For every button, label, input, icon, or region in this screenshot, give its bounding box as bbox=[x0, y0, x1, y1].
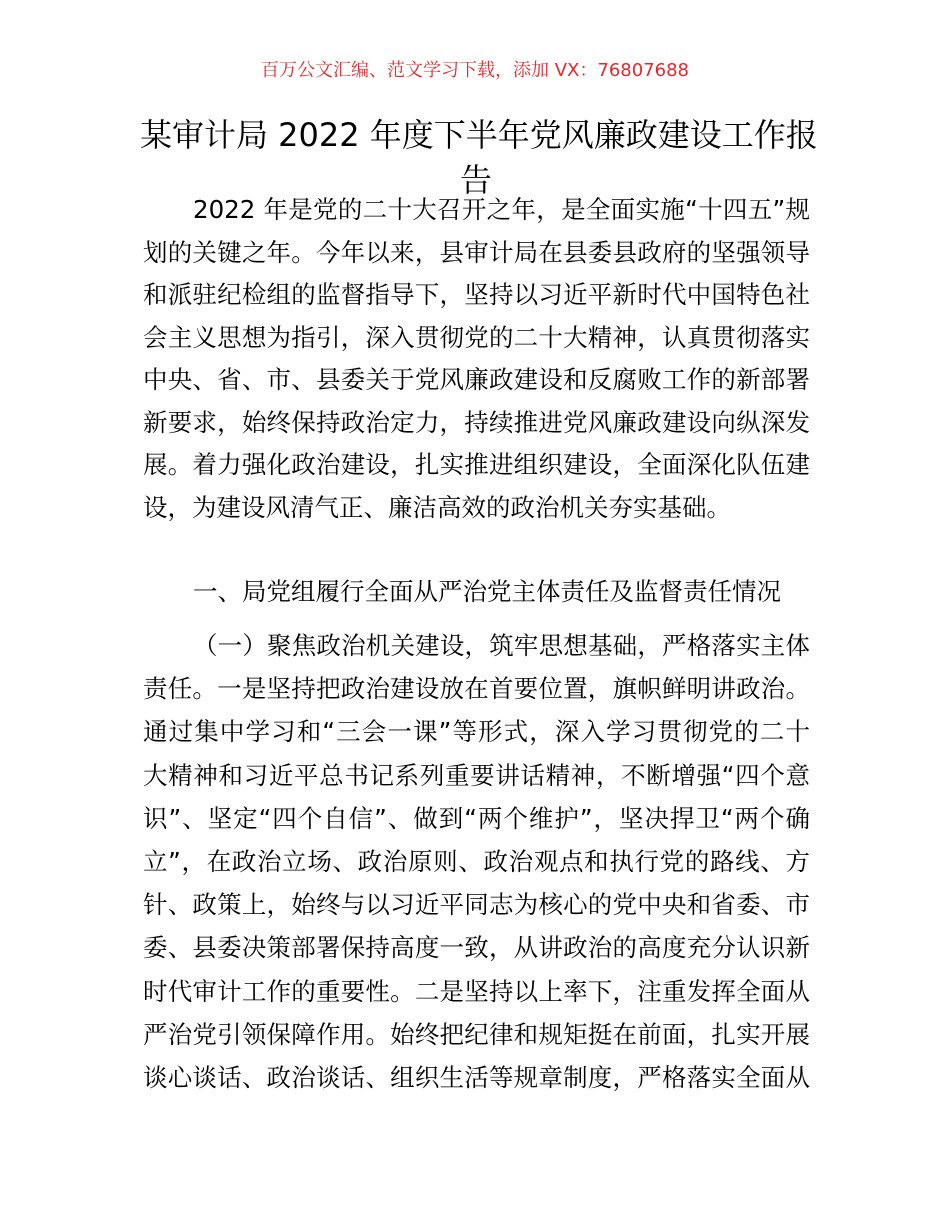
text-line: （一）聚焦政治机关建设，筑牢思想基础，严格落实主体 bbox=[193, 631, 810, 660]
text-line: 通过集中学习和“三会一课”等形式，深入学习贯彻党的二十 bbox=[143, 717, 810, 747]
text-line: 设，为建设风清气正、廉洁高效的政治机关夯实基础。 bbox=[143, 492, 731, 522]
text-line: 展。着力强化政治建设，扎实推进组织建设，全面深化队伍建 bbox=[143, 450, 810, 479]
text-line: 新要求，始终保持政治定力，持续推进党风廉政建设向纵深发 bbox=[143, 407, 810, 437]
text-line: 委、县委决策部署保持高度一致，从讲政治的高度充分认识新 bbox=[143, 933, 810, 963]
section-heading bbox=[143, 571, 810, 614]
paragraph-intro bbox=[143, 189, 810, 529]
text-line: 责任。一是坚持把政治建设放在首要位置，旗帜鲜明讲政治。 bbox=[143, 674, 810, 704]
text-line: 划的关键之年。今年以来，县审计局在县委县政府的坚强领导 bbox=[143, 237, 810, 267]
text-line: 识”、坚定“四个自信”、做到“两个维护”，坚决捍卫“两个确 bbox=[143, 803, 810, 833]
watermark-banner: 百万公文汇编、范文学习下载，添加 VX：76807688 bbox=[261, 60, 689, 81]
paragraph-section-1 bbox=[143, 624, 810, 1099]
text-line: 严治党引领保障作用。始终把纪律和规矩挺在前面，扎实开展 bbox=[143, 1019, 810, 1049]
heading-text: 一、局党组履行全面从严治党主体责任及监督责任情况 bbox=[193, 577, 781, 606]
title-line: 告 bbox=[459, 161, 492, 199]
text-line: 时代审计工作的重要性。二是坚持以上率下，注重发挥全面从 bbox=[143, 976, 810, 1006]
text-line: 大精神和习近平总书记系列重要讲话精神，不断增强“四个意 bbox=[143, 760, 810, 790]
text-line: 2022 年是党的二十大召开之年，是全面实施“十四五”规 bbox=[193, 195, 810, 224]
text-line: 针、政策上，始终与以习近平同志为核心的党中央和省委、市 bbox=[143, 890, 810, 920]
title-line: 某审计局 2022 年度下半年党风廉政建设工作报 bbox=[140, 116, 818, 154]
text-line: 和派驻纪检组的监督指导下，坚持以习近平新时代中国特色社 bbox=[143, 280, 810, 309]
text-line: 中央、省、市、县委关于党风廉政建设和反腐败工作的新部署 bbox=[143, 365, 810, 394]
text-line: 会主义思想为指引，深入贯彻党的二十大精神，认真贯彻落实 bbox=[143, 322, 810, 352]
text-line: 立”，在政治立场、政治原则、政治观点和执行党的路线、方 bbox=[143, 846, 810, 876]
text-line: 谈心谈话、政治谈话、组织生活等规章制度，严格落实全面从 bbox=[143, 1062, 810, 1092]
